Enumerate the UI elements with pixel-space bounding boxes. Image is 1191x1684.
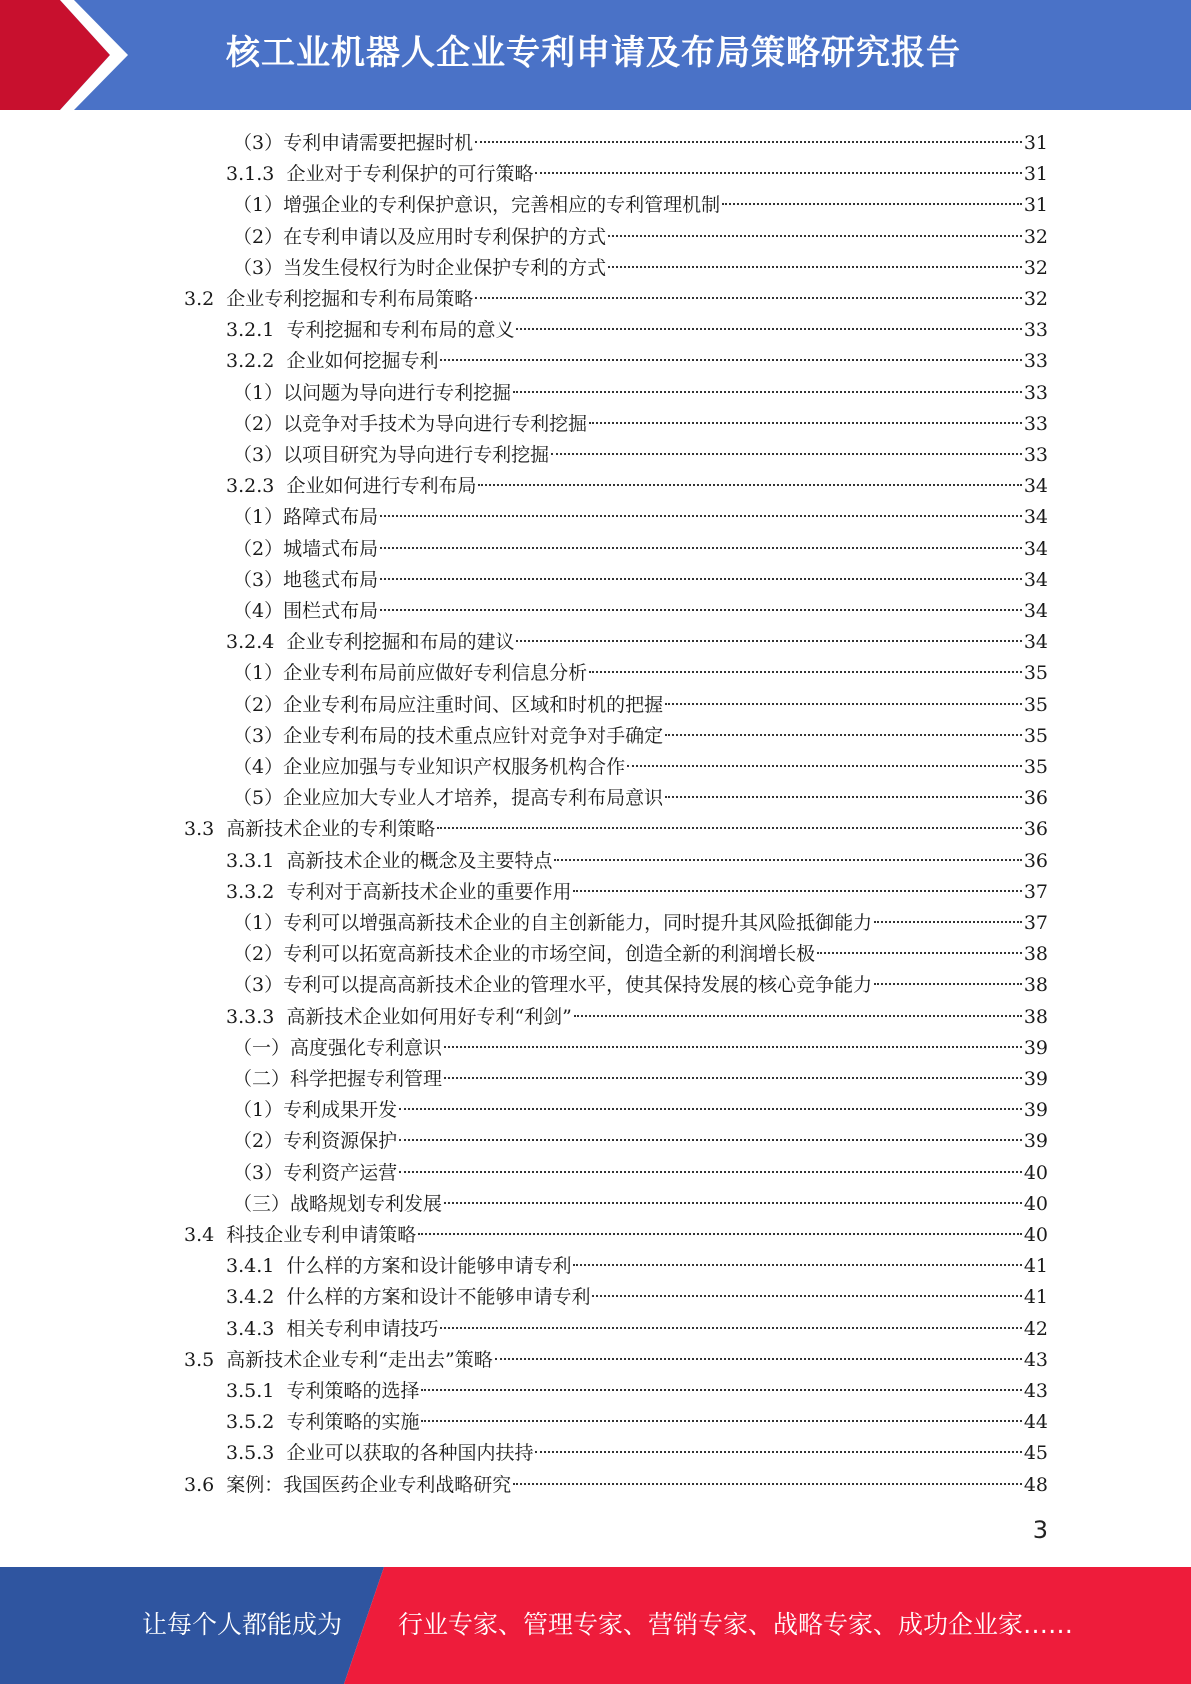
toc-entry[interactable] bbox=[226, 1376, 1048, 1407]
toc-entry-title: 企业专利挖掘和布局的建议 bbox=[286, 631, 515, 654]
toc-dot-leader bbox=[551, 453, 1022, 455]
toc-entry-number: 3.3.2 bbox=[226, 880, 287, 903]
toc-entry-number: 3.1.3 bbox=[226, 163, 287, 186]
toc-entry-page: 33 bbox=[1023, 350, 1048, 373]
toc-entry-number: （1） bbox=[233, 662, 284, 685]
toc-entry[interactable] bbox=[233, 409, 1048, 440]
toc-entry[interactable] bbox=[233, 908, 1048, 939]
toc-entry-title: 高新技术企业如何用好专利“利剑” bbox=[286, 1005, 572, 1028]
toc-entry-number: 3.5.2 bbox=[226, 1411, 287, 1434]
toc-dot-leader bbox=[513, 391, 1022, 393]
toc-dot-leader bbox=[592, 1295, 1021, 1297]
toc-entry-page: 38 bbox=[1023, 943, 1048, 966]
toc-entry[interactable] bbox=[233, 534, 1048, 565]
toc-entry[interactable] bbox=[233, 690, 1048, 721]
toc-entry-title: 什么样的方案和设计不能够申请专利 bbox=[286, 1286, 591, 1309]
toc-dot-leader bbox=[608, 266, 1022, 268]
toc-entry-page: 41 bbox=[1023, 1286, 1048, 1309]
toc-entry-title: 专利可以提高高新技术企业的管理水平，使其保持发展的核心竞争能力 bbox=[283, 974, 873, 997]
toc-entry[interactable] bbox=[233, 1095, 1048, 1126]
toc-entry-page: 43 bbox=[1023, 1348, 1048, 1371]
toc-dot-leader bbox=[516, 640, 1021, 642]
toc-entry[interactable] bbox=[184, 1470, 1048, 1501]
toc-entry[interactable] bbox=[233, 1033, 1048, 1064]
toc-entry-title: 企业可以获取的各种国内扶持 bbox=[286, 1442, 534, 1465]
footer-slogan-left: 让每个人都能成为 bbox=[142, 1610, 343, 1639]
toc-entry[interactable] bbox=[184, 1220, 1048, 1251]
toc-dot-leader bbox=[399, 1171, 1022, 1173]
toc-entry-number: （3） bbox=[233, 974, 284, 997]
toc-entry-title: 以项目研究为导向进行专利挖掘 bbox=[283, 444, 550, 466]
toc-entry-title: 高新技术企业的概念及主要特点 bbox=[286, 849, 553, 872]
toc-entry-title: 企业专利挖掘和专利布局策略 bbox=[226, 288, 474, 310]
toc-entry[interactable] bbox=[233, 1126, 1048, 1157]
report-title: 核工业机器人企业专利申请及布局策略研究报告 bbox=[226, 33, 961, 73]
toc-dot-leader bbox=[574, 1015, 1022, 1017]
toc-entry[interactable] bbox=[226, 1314, 1048, 1345]
toc-entry-title: 专利挖掘和专利布局的意义 bbox=[286, 319, 515, 342]
toc-entry-title: 专利可以拓宽高新技术企业的市场空间，创造全新的利润增长极 bbox=[283, 943, 816, 966]
toc-entry-title: 企业专利布局应注重时间、区域和时机的把握 bbox=[283, 693, 664, 716]
toc-dot-leader bbox=[513, 1483, 1022, 1485]
header-arrow-decoration bbox=[0, 0, 150, 110]
toc-entry-number: （1） bbox=[233, 194, 284, 217]
toc-dot-leader bbox=[874, 921, 1022, 923]
toc-dot-leader bbox=[554, 859, 1021, 861]
toc-entry-page: 37 bbox=[1023, 912, 1048, 934]
toc-dot-leader bbox=[573, 1264, 1021, 1266]
toc-entry[interactable] bbox=[233, 190, 1048, 221]
toc-entry-number: （1） bbox=[233, 506, 284, 529]
toc-dot-leader bbox=[399, 1139, 1022, 1141]
toc-entry-title: 企业如何进行专利布局 bbox=[286, 475, 477, 498]
toc-entry-title: 专利策略的选择 bbox=[286, 1380, 420, 1402]
toc-entry-page: 40 bbox=[1023, 1161, 1048, 1184]
toc-entry-title: 在专利申请以及应用时专利保护的方式 bbox=[283, 225, 607, 248]
toc-dot-leader bbox=[495, 1358, 1022, 1360]
toc-entry-title: 案例：我国医药企业专利战略研究 bbox=[226, 1473, 512, 1496]
toc-entry-number: （2） bbox=[233, 1130, 284, 1153]
toc-entry-title: 以竞争对手技术为导向进行专利挖掘 bbox=[283, 412, 588, 435]
toc-entry-title: 什么样的方案和设计能够申请专利 bbox=[286, 1255, 572, 1278]
toc-entry-page: 34 bbox=[1023, 475, 1048, 498]
toc-entry-number: （3） bbox=[233, 444, 284, 466]
toc-entry[interactable] bbox=[233, 596, 1048, 627]
toc-entry[interactable] bbox=[233, 721, 1048, 752]
toc-dot-leader bbox=[380, 547, 1022, 549]
toc-entry-title: 专利成果开发 bbox=[283, 1099, 398, 1122]
toc-dot-leader bbox=[608, 235, 1022, 237]
toc-entry-number: （2） bbox=[233, 943, 284, 966]
toc-dot-leader bbox=[437, 827, 1022, 829]
toc-entry-title: 高新技术企业的专利策略 bbox=[226, 818, 436, 841]
toc-entry-number: 3.3.1 bbox=[226, 849, 287, 872]
toc-entry-title: 高度强化专利意识 bbox=[290, 1036, 443, 1059]
toc-entry-number: （3） bbox=[233, 256, 284, 279]
toc-dot-leader bbox=[444, 1202, 1022, 1204]
toc-entry[interactable] bbox=[226, 1282, 1048, 1313]
toc-entry-page: 45 bbox=[1023, 1442, 1048, 1465]
toc-entry-page: 31 bbox=[1023, 163, 1048, 186]
toc-entry[interactable] bbox=[226, 877, 1048, 908]
toc-entry-page: 38 bbox=[1023, 1005, 1048, 1028]
toc-entry-title: 专利申请需要把握时机 bbox=[283, 132, 474, 154]
toc-entry[interactable] bbox=[226, 1002, 1048, 1033]
toc-entry-page: 34 bbox=[1023, 568, 1048, 591]
toc-entry-page: 34 bbox=[1023, 537, 1048, 560]
toc-entry-page: 31 bbox=[1023, 132, 1048, 154]
toc-entry-title: 以问题为导向进行专利挖掘 bbox=[283, 381, 512, 404]
toc-dot-leader bbox=[665, 796, 1022, 798]
toc-entry-page: 40 bbox=[1023, 1224, 1048, 1246]
toc-entry[interactable] bbox=[233, 128, 1048, 159]
toc-entry-title: 企业应加大专业人才培养，提高专利布局意识 bbox=[283, 787, 664, 810]
toc-entry[interactable] bbox=[233, 1064, 1048, 1095]
toc-entry-page: 39 bbox=[1023, 1130, 1048, 1153]
toc-entry-page: 34 bbox=[1023, 506, 1048, 529]
toc-entry-number: （1） bbox=[233, 1099, 284, 1122]
toc-dot-leader bbox=[589, 671, 1022, 673]
toc-entry-number: 3.6 bbox=[184, 1473, 227, 1496]
toc-entry[interactable] bbox=[233, 658, 1048, 689]
toc-dot-leader bbox=[665, 734, 1022, 736]
toc-entry[interactable] bbox=[226, 346, 1048, 377]
toc-entry-title: 专利可以增强高新技术企业的自主创新能力，同时提升其风险抵御能力 bbox=[283, 912, 873, 934]
toc-entry-number: （2） bbox=[233, 412, 284, 435]
toc-entry-number: 3.2.2 bbox=[226, 350, 287, 373]
toc-entry-number: 3.4.1 bbox=[226, 1255, 287, 1278]
toc-entry-page: 33 bbox=[1023, 444, 1048, 466]
toc-entry[interactable] bbox=[233, 502, 1048, 533]
toc-entry-title: 企业对于专利保护的可行策略 bbox=[286, 163, 534, 186]
toc-entry[interactable] bbox=[184, 284, 1048, 315]
toc-entry-title: 专利资源保护 bbox=[283, 1130, 398, 1153]
toc-entry-number: 3.5.3 bbox=[226, 1442, 287, 1465]
toc-entry[interactable] bbox=[233, 1189, 1048, 1220]
toc-entry-page: 34 bbox=[1023, 600, 1048, 622]
toc-entry-title: 企业专利布局的技术重点应针对竞争对手确定 bbox=[283, 724, 664, 747]
toc-entry-page: 48 bbox=[1023, 1473, 1048, 1496]
toc-entry[interactable] bbox=[226, 1251, 1048, 1282]
toc-entry-page: 31 bbox=[1023, 194, 1048, 217]
toc-entry-page: 33 bbox=[1023, 381, 1048, 404]
toc-entry-number: 3.4.2 bbox=[226, 1286, 287, 1309]
toc-dot-leader bbox=[399, 1108, 1022, 1110]
toc-dot-leader bbox=[627, 765, 1022, 767]
toc-dot-leader bbox=[444, 1077, 1022, 1079]
toc-dot-leader bbox=[380, 515, 1022, 517]
toc-dot-leader bbox=[516, 328, 1021, 330]
toc-entry-number: 3.2.4 bbox=[226, 631, 287, 654]
toc-entry[interactable] bbox=[184, 814, 1048, 845]
toc-entry[interactable] bbox=[184, 1345, 1048, 1376]
toc-entry-title: 专利策略的实施 bbox=[286, 1411, 420, 1434]
toc-entry[interactable] bbox=[226, 1438, 1048, 1469]
toc-entry-page: 33 bbox=[1023, 412, 1048, 435]
toc-entry-number: （2） bbox=[233, 693, 284, 716]
toc-entry-title: 企业应加强与专业知识产权服务机构合作 bbox=[283, 756, 626, 778]
toc-entry-number: （1） bbox=[233, 912, 284, 934]
toc-entry-page: 41 bbox=[1023, 1255, 1048, 1278]
toc-entry[interactable] bbox=[233, 970, 1048, 1001]
toc-entry-number: 3.5.1 bbox=[226, 1380, 287, 1402]
toc-entry-number: （2） bbox=[233, 225, 284, 248]
toc-entry-page: 32 bbox=[1023, 225, 1048, 248]
toc-entry-page: 36 bbox=[1023, 849, 1048, 872]
toc-entry-title: 科学把握专利管理 bbox=[290, 1068, 443, 1090]
toc-dot-leader bbox=[421, 1420, 1021, 1422]
toc-entry[interactable] bbox=[233, 565, 1048, 596]
toc-entry-title: 城墙式布局 bbox=[283, 537, 379, 560]
toc-entry-title: 战略规划专利发展 bbox=[290, 1192, 443, 1215]
toc-entry-title: 路障式布局 bbox=[283, 506, 379, 529]
toc-entry[interactable] bbox=[233, 378, 1048, 409]
toc-entry[interactable] bbox=[226, 471, 1048, 502]
toc-entry-title: 专利对于高新技术企业的重要作用 bbox=[286, 880, 572, 903]
toc-dot-leader bbox=[817, 952, 1022, 954]
toc-entry-number: （2） bbox=[233, 537, 284, 560]
toc-dot-leader bbox=[444, 1046, 1022, 1048]
toc-entry-title: 增强企业的专利保护意识，完善相应的专利管理机制 bbox=[283, 194, 721, 217]
toc-entry-page: 32 bbox=[1023, 256, 1048, 279]
toc-entry-title: 围栏式布局 bbox=[283, 600, 379, 622]
toc-entry-page: 35 bbox=[1023, 724, 1048, 747]
toc-entry-page: 36 bbox=[1023, 818, 1048, 841]
toc-entry-page: 39 bbox=[1023, 1068, 1048, 1090]
toc-entry-number: （3） bbox=[233, 568, 284, 591]
toc-dot-leader bbox=[874, 983, 1022, 985]
toc-dot-leader bbox=[475, 297, 1022, 299]
toc-entry[interactable] bbox=[233, 939, 1048, 970]
toc-entry-title: 高新技术企业专利“走出去”策略 bbox=[226, 1348, 493, 1371]
toc-entry-page: 32 bbox=[1023, 288, 1048, 310]
header-banner bbox=[0, 0, 1191, 110]
toc-entry-page: 39 bbox=[1023, 1036, 1048, 1059]
toc-entry-page: 40 bbox=[1023, 1192, 1048, 1215]
toc-dot-leader bbox=[589, 422, 1022, 424]
toc-entry-page: 35 bbox=[1023, 662, 1048, 685]
toc-entry-number: （二） bbox=[233, 1068, 291, 1090]
toc-entry[interactable] bbox=[233, 783, 1048, 814]
toc-entry[interactable] bbox=[226, 159, 1048, 190]
toc-entry-page: 43 bbox=[1023, 1380, 1048, 1402]
toc-dot-leader bbox=[475, 141, 1022, 143]
toc-dot-leader bbox=[722, 203, 1022, 205]
toc-entry-number: 3.2 bbox=[184, 288, 227, 310]
toc-entry-page: 37 bbox=[1023, 880, 1048, 903]
toc-entry-page: 34 bbox=[1023, 631, 1048, 654]
toc-entry-title: 地毯式布局 bbox=[283, 568, 379, 591]
toc-entry[interactable] bbox=[233, 752, 1048, 783]
toc-entry-number: （三） bbox=[233, 1192, 291, 1215]
page-number: 3 bbox=[1032, 1516, 1048, 1544]
toc-dot-leader bbox=[418, 1233, 1022, 1235]
footer-slogan-right: 行业专家、管理专家、营销专家、战略专家、成功企业家…… bbox=[398, 1610, 1074, 1639]
toc-entry-number: （3） bbox=[233, 1161, 284, 1184]
toc-entry-title: 科技企业专利申请策略 bbox=[226, 1224, 417, 1246]
toc-entry-number: （一） bbox=[233, 1036, 291, 1059]
toc-entry-page: 35 bbox=[1023, 693, 1048, 716]
toc-dot-leader bbox=[478, 484, 1021, 486]
toc-entry-number: （4） bbox=[233, 756, 284, 778]
toc-dot-leader bbox=[380, 609, 1022, 611]
toc-entry-number: （3） bbox=[233, 132, 284, 154]
toc-entry-number: 3.3 bbox=[184, 818, 227, 841]
toc-entry-title: 专利资产运营 bbox=[283, 1161, 398, 1184]
toc-entry-number: 3.2.3 bbox=[226, 475, 287, 498]
toc-dot-leader bbox=[440, 1327, 1021, 1329]
toc-entry[interactable] bbox=[233, 440, 1048, 471]
toc-dot-leader bbox=[573, 890, 1021, 892]
toc-entry[interactable] bbox=[226, 1407, 1048, 1438]
toc-dot-leader bbox=[535, 172, 1021, 174]
toc-entry-title: 企业如何挖掘专利 bbox=[286, 350, 439, 373]
toc-entry-number: 3.4 bbox=[184, 1224, 227, 1246]
toc-entry-page: 38 bbox=[1023, 974, 1048, 997]
toc-entry-page: 36 bbox=[1023, 787, 1048, 810]
toc-entry-number: （1） bbox=[233, 381, 284, 404]
toc-dot-leader bbox=[380, 578, 1022, 580]
toc-entry-number: （4） bbox=[233, 600, 284, 622]
toc-entry-number: （3） bbox=[233, 724, 284, 747]
toc-entry-number: 3.5 bbox=[184, 1348, 227, 1371]
toc-entry-page: 42 bbox=[1023, 1317, 1048, 1340]
toc-dot-leader bbox=[440, 359, 1021, 361]
toc-entry-number: （5） bbox=[233, 787, 284, 810]
toc-entry-page: 35 bbox=[1023, 756, 1048, 778]
toc-entry[interactable] bbox=[233, 1158, 1048, 1189]
toc-entry-number: 3.4.3 bbox=[226, 1317, 287, 1340]
toc-entry[interactable] bbox=[233, 222, 1048, 253]
toc-dot-leader bbox=[535, 1451, 1021, 1453]
toc-entry[interactable] bbox=[226, 627, 1048, 658]
toc-entry-page: 39 bbox=[1023, 1099, 1048, 1122]
toc-entry-title: 企业专利布局前应做好专利信息分析 bbox=[283, 662, 588, 685]
toc-entry[interactable] bbox=[233, 253, 1048, 284]
toc-entry-number: 3.3.3 bbox=[226, 1005, 287, 1028]
toc-entry[interactable] bbox=[226, 846, 1048, 877]
toc-entry-title: 相关专利申请技巧 bbox=[286, 1317, 439, 1340]
toc-dot-leader bbox=[421, 1389, 1021, 1391]
toc-entry-number: 3.2.1 bbox=[226, 319, 287, 342]
toc-entry-page: 44 bbox=[1023, 1411, 1048, 1434]
footer-banner bbox=[0, 1567, 1191, 1684]
toc-entry[interactable] bbox=[226, 315, 1048, 346]
toc-entry-title: 当发生侵权行为时企业保护专利的方式 bbox=[283, 256, 607, 279]
toc-entry-page: 33 bbox=[1023, 319, 1048, 342]
toc-dot-leader bbox=[665, 703, 1022, 705]
